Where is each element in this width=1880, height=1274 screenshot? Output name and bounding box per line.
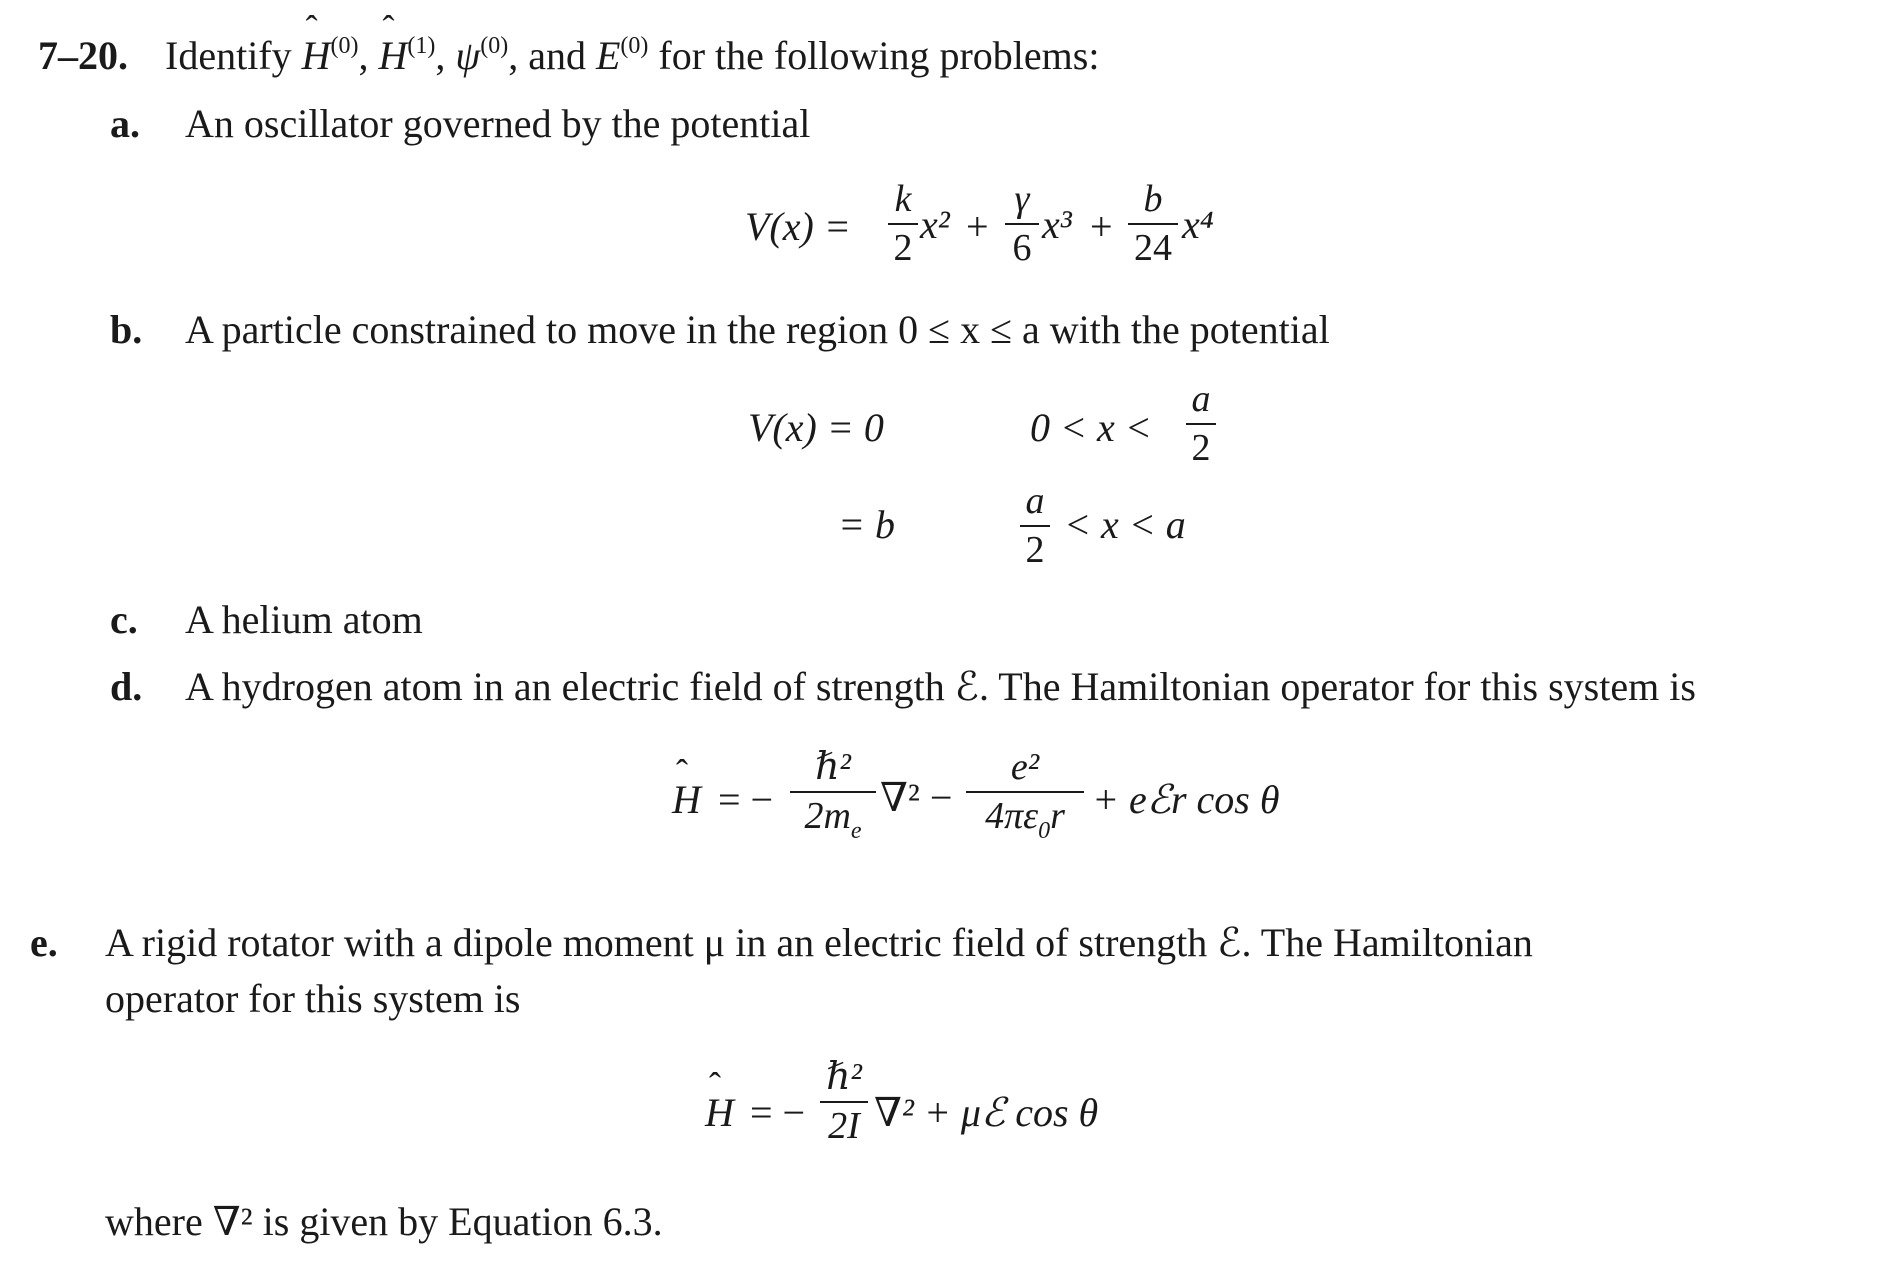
part-e-frac-num: ℏ²	[826, 1056, 862, 1098]
part-b-text: A particle constrained to move in the region 0 ≤ x ≤ a with the potential	[185, 307, 1330, 352]
row2-frac-den: 2	[1025, 529, 1045, 571]
part-e-text-line2: operator for this system is	[105, 976, 521, 1021]
problem-number: 7–20.	[38, 33, 128, 78]
title-and: , and	[508, 33, 586, 78]
part-d-label: d.	[110, 664, 143, 709]
part-d-text: A hydrogen atom in an electric field of strength ℰ. The Hamiltonian operator for this system is	[185, 664, 1696, 709]
part-e-frac-bar	[820, 1101, 868, 1103]
frac1-den-sub: e	[850, 818, 862, 844]
part-a-label: a.	[110, 101, 140, 146]
part-b-row1-lhs: V(x) = 0	[748, 405, 884, 450]
title-identify: Identify	[165, 33, 292, 78]
frac-gamma-bar	[1005, 223, 1039, 225]
title-psi0: ψ	[455, 33, 481, 78]
part-c-text: A helium atom	[185, 597, 423, 642]
frac-gamma-den: 6	[1012, 227, 1032, 269]
part-a-frac-gamma	[1005, 180, 1039, 267]
title-psi0-sup: (0)	[480, 33, 509, 59]
part-b-row2-frac	[1020, 482, 1050, 569]
row1-frac-num: a	[1191, 378, 1211, 420]
part-d-frac2	[966, 746, 1084, 844]
part-d-frac1	[790, 746, 876, 844]
part-b-row1-cond: 0 < x <	[1030, 405, 1152, 450]
row1-frac-bar	[1186, 423, 1216, 425]
part-e-footer: where ∇² is given by Equation 6.3.	[105, 1199, 663, 1244]
frac1-bar	[790, 791, 876, 793]
row2-frac-num: a	[1025, 480, 1045, 522]
part-e-hamiltonian: H ˆ	[705, 1093, 734, 1133]
part-e-frac	[820, 1058, 868, 1145]
row2-frac-bar	[1020, 525, 1050, 527]
frac1-num: ℏ²	[815, 746, 851, 788]
frac-b-den: 24	[1134, 227, 1172, 269]
part-c-label: c.	[110, 597, 138, 642]
part-d-hamiltonian: H ˆ	[672, 780, 701, 820]
part-e-frac-den: 2I	[828, 1105, 860, 1147]
title-e0-sup: (0)	[620, 33, 649, 59]
title-h0: H ˆ	[302, 36, 331, 76]
part-e-label: e.	[30, 920, 58, 965]
part-e-text-line1: A rigid rotator with a dipole moment μ in an electric field of strength ℰ. The Hamiltonian	[105, 920, 1533, 965]
part-a-x2: x²	[920, 202, 950, 247]
part-b-row2-lhs: = b	[838, 502, 895, 547]
title-h1-sup: (1)	[407, 33, 436, 59]
title-h1: H ˆ	[379, 36, 408, 76]
part-d-equals: = −	[718, 777, 774, 822]
part-d-tail: + eℰr cos θ	[1092, 777, 1280, 822]
part-a-plus1: +	[966, 204, 989, 249]
frac2-num: e²	[1010, 746, 1040, 788]
frac2-den	[966, 795, 1084, 844]
part-d-laplacian: ∇² −	[880, 775, 953, 820]
frac-b-bar	[1128, 223, 1178, 225]
part-a-plus2: +	[1090, 204, 1113, 249]
part-a-x4: x⁴	[1182, 202, 1214, 247]
frac2-bar	[966, 791, 1084, 793]
problem-title: Identify H ˆ$^{(0)}$, H ˆ$^{(1)}$, $\psi^{(0)}$, and $E^{(0)}$ for the following problems:	[165, 36, 1099, 76]
frac-gamma-num: γ	[1014, 178, 1030, 220]
row1-frac-den: 2	[1191, 427, 1211, 469]
part-a-text: An oscillator governed by the potential	[185, 101, 811, 146]
part-e-tail: ∇² + μℰ cos θ	[874, 1090, 1099, 1135]
part-a-frac-b	[1128, 180, 1178, 267]
frac-k-den: 2	[893, 227, 913, 269]
title-h0-sup: (0)	[330, 33, 359, 59]
part-a-lhs: V(x) =	[745, 204, 851, 249]
part-a-x3: x³	[1042, 202, 1072, 247]
frac1-den	[790, 795, 876, 844]
frac-b-num: b	[1143, 178, 1163, 220]
frac2-den-main: 4πε	[985, 795, 1039, 837]
part-b-row1-frac	[1186, 380, 1216, 467]
title-rest: for the following problems:	[658, 33, 1100, 78]
frac2-den-r: r	[1050, 795, 1065, 837]
part-a-frac-k	[888, 180, 918, 267]
frac2-den-sub: 0	[1038, 818, 1051, 844]
frac-k-num: k	[894, 178, 912, 220]
frac-k-bar	[888, 223, 918, 225]
part-b-row2-cond: < x < a	[1064, 502, 1186, 547]
part-e-equals: = −	[750, 1090, 806, 1135]
frac1-den-main: 2m	[804, 795, 851, 837]
part-b-label: b.	[110, 307, 143, 352]
title-e0: E	[595, 33, 621, 78]
